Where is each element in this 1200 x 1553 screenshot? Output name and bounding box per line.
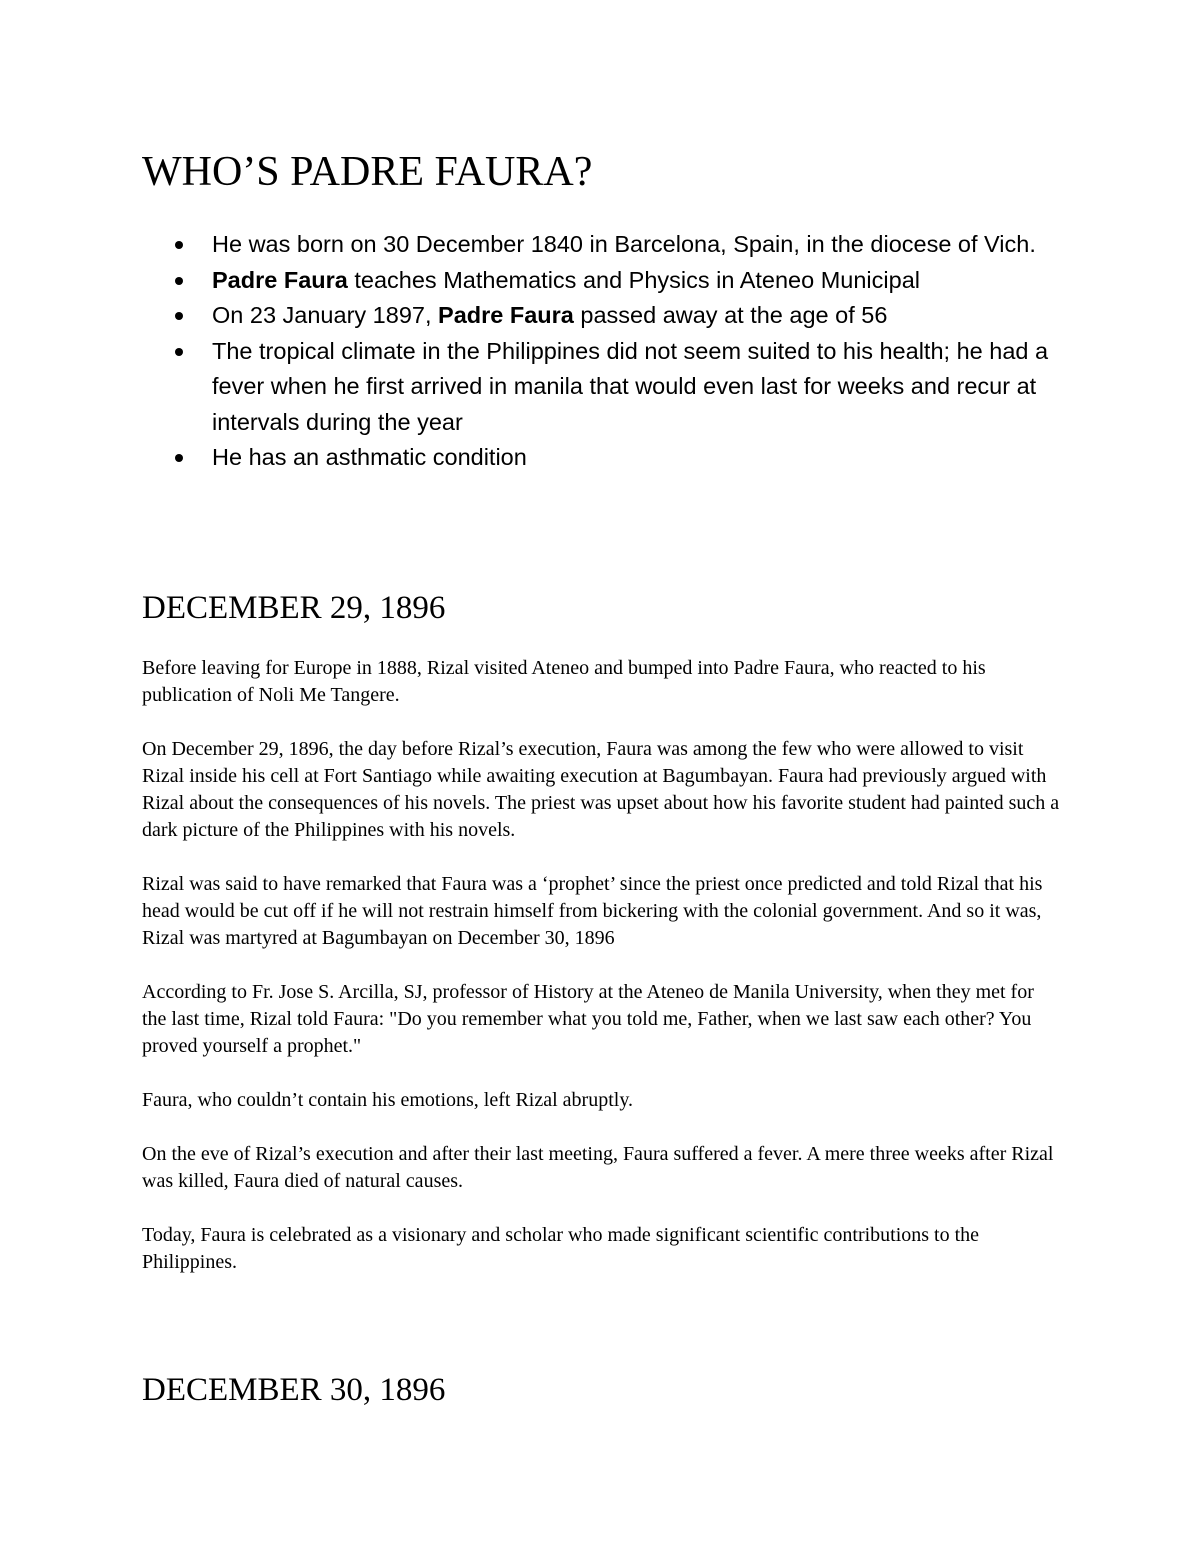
bullet-item: The tropical climate in the Philippines did not seem suited to his health; he had a fever when he first arrived in manila that would even last for weeks and recur at intervals during the year	[142, 334, 1062, 441]
bullet-item: He has an asthmatic condition	[142, 440, 1062, 476]
page-title: WHO’S PADRE FAURA?	[142, 149, 593, 195]
bullet-dot-icon	[175, 312, 183, 320]
paragraph: Before leaving for Europe in 1888, Rizal visited Ateneo and bumped into Padre Faura, who reacted to his publication of Noli Me Tangere.	[142, 657, 986, 706]
section-heading-dec-30: DECEMBER 30, 1896	[142, 1372, 446, 1408]
paragraph: On the eve of Rizal’s execution and after their last meeting, Faura suffered a fever. A mere three weeks after Rizal was killed, Faura died of natural causes.	[142, 1143, 1054, 1192]
bullet-item: On 23 January 1897, Padre Faura passed away at the age of 56	[142, 298, 1062, 334]
paragraph: According to Fr. Jose S. Arcilla, SJ, professor of History at the Ateneo de Manila University, when they met for the last time, Rizal told Faura: "Do you remember what you told me, Father, when we last saw each other? You proved yourself a prophet."	[142, 981, 1034, 1057]
paragraph: Faura, who couldn’t contain his emotions, left Rizal abruptly.	[142, 1089, 634, 1111]
section-heading-dec-29: DECEMBER 29, 1896	[142, 590, 446, 626]
bullet-item: Padre Faura teaches Mathematics and Physics in Ateneo Municipal	[142, 263, 1062, 299]
paragraph: Rizal was said to have remarked that Faura was a ‘prophet’ since the priest once predicted and told Rizal that his head would be cut off if he will not restrain himself from bickering with the colonial government. And so it was, Rizal was martyred at Bagumbayan on December 30, 1896	[142, 873, 1043, 949]
bullet-list	[142, 227, 1062, 476]
bullet-item: He was born on 30 December 1840 in Barcelona, Spain, in the diocese of Vich.	[142, 227, 1062, 263]
section-body	[142, 655, 1062, 1303]
paragraph: On December 29, 1896, the day before Rizal’s execution, Faura was among the few who were allowed to visit Rizal inside his cell at Fort Santiago while awaiting execution at Bagumbayan. Faura had previously argued with Rizal about the consequences of his novels. The priest was upset about how his favorite student had painted such a dark picture of the Philippines with his novels.	[142, 738, 1060, 841]
bullet-dot-icon	[175, 454, 183, 462]
bullet-dot-icon	[175, 348, 183, 356]
bullet-dot-icon	[175, 241, 183, 249]
paragraph: Today, Faura is celebrated as a visionary and scholar who made significant scientific contributions to the Philippines.	[142, 1224, 980, 1273]
bullet-dot-icon	[175, 277, 183, 285]
